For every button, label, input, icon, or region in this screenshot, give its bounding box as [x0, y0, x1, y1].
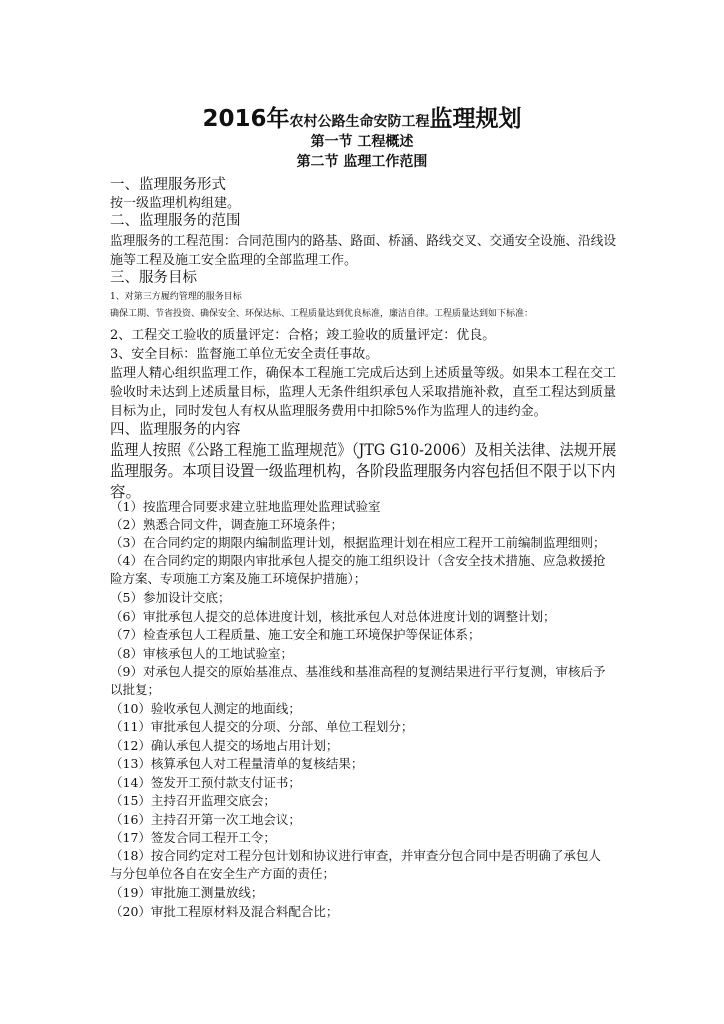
list-item: （11）审批承包人提交的分项、分部、单位工程划分； [110, 719, 414, 734]
heading-service-goals: 三、服务目标 [110, 270, 197, 286]
list-item: （12）确认承包人提交的场地占用计划； [110, 738, 339, 753]
list-item: （18）按合同约定对工程分包计划和协议进行审查，并审查分包合同中是否明确了承包人 [110, 848, 601, 863]
list-item: （6）审批承包人提交的总体进度计划，核批承包人对总体进度计划的调整计划； [110, 609, 556, 624]
list-item: 险方案、专项施工方案及施工环境保护措施）； [110, 571, 367, 586]
list-item: （17）签发合同工程开工令； [110, 830, 276, 845]
list-item: （9）对承包人提交的原始基准点、基准线和基准高程的复测结果进行平行复测，审核后予 [110, 664, 606, 679]
list-item: （1）按监理合同要求建立驻地监理处监理试验室 [110, 499, 381, 514]
paragraph-line: 施等工程及施工安全监理的全部监理工作。 [110, 253, 358, 268]
heading-service-scope: 二、监理服务的范围 [110, 213, 241, 229]
paragraph-line: 确保工期、节省投资、确保安全、环保达标、工程质量达到优良标准，廉洁自律。工程质量达到如下标准： [110, 309, 534, 319]
list-item: （4）在合同约定的期限内审批承包人提交的施工组织设计（含安全技术措施、应急救援抢 [110, 553, 606, 568]
list-item: （2）熟悉合同文件，调查施工环境条件； [110, 517, 343, 532]
heading-service-content: 四、监理服务的内容 [110, 422, 241, 438]
section-heading-2: 第二节 监理工作范围 [296, 154, 428, 170]
paragraph-line: 监理服务。本项目设置一级监理机构，各阶段监理服务内容包括但不限于以下内 [110, 462, 616, 480]
page-title [0, 100, 724, 133]
paragraph-line: 监理服务的工程范围：合同范围内的路基、路面、桥涵、路线交叉、交通安全设施、沿线设 [110, 234, 617, 249]
paragraph-line: 3、安全目标：监督施工单位无安全责任事故。 [110, 347, 379, 362]
list-item: （10）验收承包人测定的地面线； [110, 701, 301, 716]
paragraph-line: 按一级监理机构组建。 [110, 196, 241, 211]
list-item: （20）审批工程原材料及混合料配合比； [110, 904, 339, 919]
title-project: 农村公路生命安防工程 [289, 114, 430, 130]
list-item: 以批复； [110, 682, 161, 697]
paragraph-line: 监理人按照《公路工程施工监理规范》（JTG G10-2006）及相关法律、法规开展 [110, 441, 617, 459]
paragraph-line: 监理人精心组织监理工作，确保本工程施工完成后达到上述质量等级。如果本工程在交工 [110, 366, 617, 381]
list-item: （14）签发开工预付款支付证书； [110, 775, 301, 790]
list-item: （8）审核承包人的工地试验室； [110, 646, 293, 661]
paragraph-line: 1、对第三方履约管理的服务目标 [110, 292, 242, 302]
list-item: （3）在合同约定的期限内编制监理计划，根据监理计划在相应工程开工前编制监理细则； [110, 535, 606, 550]
list-item: （7）检查承包人工程质量、施工安全和施工环境保护等保证体系； [110, 627, 481, 642]
section-heading-1: 第一节 工程概述 [310, 134, 414, 150]
heading-service-form: 一、监理服务形式 [110, 177, 226, 193]
list-item: （5）参加设计交底； [110, 590, 231, 605]
paragraph-line: 目标为止，同时发包人有权从监理服务费用中扣除5%作为监理人的违约金。 [110, 404, 547, 419]
list-item: （13）核算承包人对工程量清单的复核结果； [110, 756, 364, 771]
paragraph-line: 验收时未达到上述质量目标，监理人无条件组织承包人采取措施补救，直至工程达到质量 [110, 385, 617, 400]
title-plan: 监理规划 [429, 106, 522, 132]
list-item: 与分包单位各自在安全生产方面的责任； [110, 866, 336, 881]
paragraph-line: 容。 [110, 483, 142, 501]
paragraph-line: 2、工程交工验收的质量评定：合格；竣工验收的质量评定：优良。 [110, 328, 496, 343]
title-year: 2016年 [202, 106, 290, 132]
list-item: （19）审批施工测量放线； [110, 885, 264, 900]
list-item: （16）主持召开第一次工地会议； [110, 812, 301, 827]
list-item: （15）主持召开监理交底会； [110, 793, 276, 808]
